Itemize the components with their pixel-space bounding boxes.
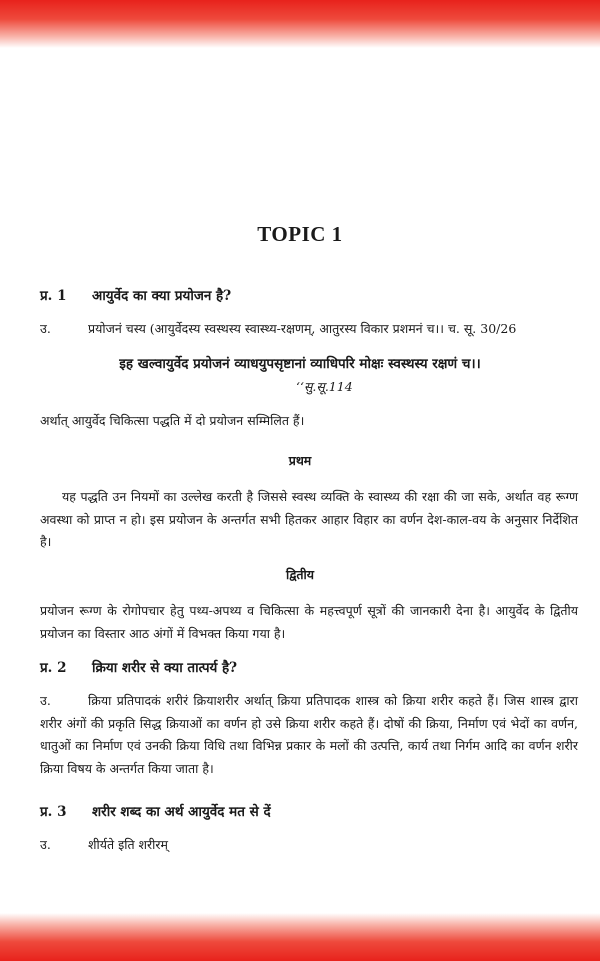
question-number: प्र. 2 [40, 660, 67, 676]
answer-label: उ. [40, 693, 51, 708]
answer-label: उ. [40, 837, 51, 852]
summary-paragraph: अर्थात् आयुर्वेद चिकित्सा पद्धति में दो प्रयोजन सम्मिलित हैं। [40, 413, 305, 428]
subheading-dvitiya: द्वितीय [285, 567, 315, 582]
answer-text: प्रयोजनं चस्य (आयुर्वेदस्य स्वस्थस्य स्वास्थ्य-रक्षणम्, आतुरस्य विकार प्रशमनं च।। च. सू. 30/26 [88, 321, 517, 336]
page-title: TOPIC 1 [257, 222, 343, 246]
question-text: शरीर शब्द का अर्थ आयुर्वेद मत से दें [92, 804, 271, 820]
answer-2 [40, 690, 578, 780]
question-1 [40, 286, 231, 304]
paragraph-pratham: यह पद्धति उन नियमों का उल्लेख करती है जिससे स्वस्थ व्यक्ति के स्वास्थ्य की रक्षा की जा सके, अर्थात वह रूग्ण अवस्था को प्राप्त न हो। इस प्रयोजन के अन्तर्गत सभी हितकर आहार विहार का वर्णन देश-काल-वय के अनुसार निर्देशित है। [40, 489, 578, 549]
paragraph-dvitiya: प्रयोजन रूग्ण के रोगोपचार हेतु पथ्य-अपथ्य व चिकित्सा के महत्त्वपूर्ण सूत्रों की जानकारी देना है। आयुर्वेद के द्वितीय प्रयोजन का विस्तार आठ अंगों में विभक्त किया गया है। [40, 603, 578, 641]
answer-text: क्रिया प्रतिपादकं शरीरं क्रियाशरीर अर्थात् क्रिया प्रतिपादक शास्त्र को क्रिया शरीर कहते हैं। जिस शास्त्र द्वारा शरीर अंगों की प्रकृति सिद्ध क्रियाओं का वर्णन हो उसे क्रिया शरीर कहते हैं। दोषों की क्रिया, निर्माण एवं भेदों का वर्णन, धातुओं का निर्माण एवं उनकी क्रिया विधि तथा विभिन्न प्रकार के मलों की उत्पत्ति, कार्य तथा निर्गम आदि का वर्णन शरीर क्रिया विषय के अन्तर्गत किया जाता है। [40, 693, 578, 776]
question-number: प्र. 1 [40, 288, 67, 304]
question-number: प्र. 3 [40, 804, 67, 820]
answer-text: शीर्यते इति शरीरम् [88, 837, 168, 852]
shloka-line: इह खल्वायुर्वेद प्रयोजनं व्याधयुपसृष्टानां व्याधिपरि मोक्षः स्वस्थस्य रक्षणं च।। [119, 356, 481, 372]
question-text: क्रिया शरीर से क्या तात्पर्य है? [92, 660, 238, 676]
answer-1 [40, 318, 578, 340]
subheading-pratham: प्रथम [288, 453, 312, 468]
question-3 [40, 802, 271, 820]
shloka-reference: ‘‘सु.सू.114 [296, 379, 353, 394]
question-text: आयुर्वेद का क्या प्रयोजन है? [92, 288, 232, 304]
answer-3 [40, 834, 578, 856]
question-2 [40, 658, 237, 676]
answer-label: उ. [40, 321, 51, 336]
